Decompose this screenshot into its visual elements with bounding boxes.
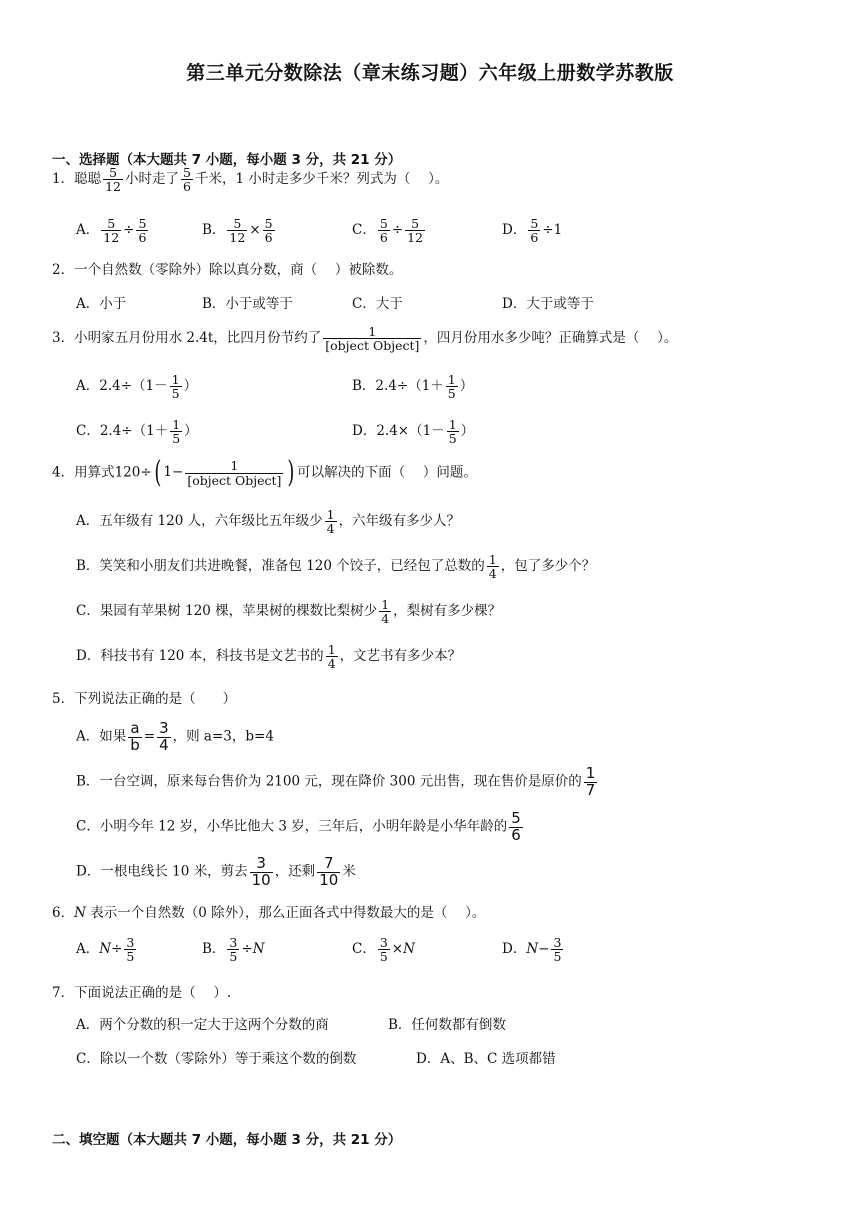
q3-option-c[interactable]: C．2.4÷（1＋ $\frac{1}{5}$ ）: [76, 417, 198, 447]
q4-option-a[interactable]: A．五年级有 120 人，六年级比五年级少 $\frac{1}{4}$ ，六年级有多少人？: [76, 507, 461, 537]
q6-option-d[interactable]: D．N− $\frac{3}{5}$: [502, 935, 562, 965]
q5-option-c[interactable]: C．小明今年 12 岁，小华比他大 3 岁，三年后，小明年龄是小华年龄的 $\frac{5}{6}$: [76, 809, 521, 844]
q1-option-d[interactable]: D． $\frac{5}{6}$ ÷1: [502, 216, 563, 246]
question-2: 2．一个自然数（零除外）除以真分数，商（ ）被除数。: [52, 262, 403, 278]
q6-option-b[interactable]: B． $\frac{3}{5}$ ÷N: [202, 935, 265, 965]
q2-option-d[interactable]: D．大于或等于: [502, 296, 594, 312]
section-heading-choice: 一、选择题（本大题共 7 小题，每小题 3 分，共 21 分）: [52, 152, 402, 168]
q7-option-b[interactable]: B．任何数都有倒数: [388, 1017, 506, 1033]
q2-option-b[interactable]: B．小于或等于: [202, 296, 293, 312]
q7-option-c[interactable]: C．除以一个数（零除外）等于乘这个数的倒数: [76, 1051, 357, 1067]
question-7: 7．下面说法正确的是（ ）.: [52, 985, 232, 1001]
q6-option-c[interactable]: C． $\frac{3}{5}$ ×N: [352, 935, 415, 965]
q1-option-c[interactable]: C． $\frac{5}{6}$ ÷ $\frac{5}{12}$: [352, 216, 424, 246]
q7-option-a[interactable]: A．两个分数的积一定大于这两个分数的商: [76, 1017, 329, 1033]
q1-option-b[interactable]: B． $\frac{5}{12}$ × $\frac{5}{6}$: [202, 216, 273, 246]
q3-option-d[interactable]: D．2.4×（1－ $\frac{1}{5}$ ）: [352, 417, 475, 447]
fraction: $\frac{5}{12}$: [105, 165, 121, 195]
formula-parentheses: ( 1− $\frac{1}{\text{[object Object]}}$ ): [154, 455, 295, 490]
q4-option-d[interactable]: D．科技书有 120 本，科技书是文艺书的 $\frac{1}{4}$ ，文艺书有多少本？: [76, 642, 462, 672]
q7-option-d[interactable]: D．A、B、C 选项都错: [416, 1051, 556, 1067]
q3-option-b[interactable]: B．2.4÷（1＋ $\frac{1}{5}$ ）: [352, 372, 474, 402]
q3-option-a[interactable]: A．2.4÷（1－ $\frac{1}{5}$ ）: [76, 372, 198, 402]
formula: 120÷: [114, 464, 152, 481]
q4-option-c[interactable]: C．果园有苹果树 120 棵，苹果树的棵数比梨树少 $\frac{1}{4}$ ，梨树有多少棵？: [76, 597, 502, 627]
q5-option-b[interactable]: B．一台空调，原来每台售价为 2100 元，现在降价 300 元出售，现在售价是原价的 $\frac{1}{7}$: [76, 764, 596, 799]
q2-option-a[interactable]: A．小于: [76, 296, 127, 312]
q5-option-a[interactable]: A．如果 $\frac{a}{b}$ = $\frac{3}{4}$ ，则 a=3，b=4: [76, 719, 274, 754]
q1-option-a[interactable]: A． $\frac{5}{12}$ ÷ $\frac{5}{6}$: [76, 216, 147, 246]
q6-option-a[interactable]: A．N÷ $\frac{3}{5}$: [76, 935, 135, 965]
q5-option-d[interactable]: D．一根电线长 10 米，剪去 $\frac{3}{10}$ ，还剩 $\frac{7}{10}$ 米: [76, 854, 356, 889]
question-4: 4．用算式120÷ ( 1− $\frac{1}{\text{[object Object]}}$ ) 可以解决的下面（ ）问题。: [52, 455, 477, 490]
section-heading-fill-in: 二、填空题（本大题共 7 小题，每小题 3 分，共 21 分）: [52, 1132, 402, 1148]
question-5: 5．下列说法正确的是（ ）: [52, 691, 237, 707]
question-6: 6．N 表示一个自然数（0 除外），那么正面各式中得数最大的是（ ）。: [52, 905, 486, 921]
question-1: 1．聪聪 $\frac{5}{12}$ 小时走了 $\frac{5}{6}$ 千米，1 小时走多少千米？列式为（ ）。: [52, 165, 449, 195]
fraction: $\frac{5}{6}$: [183, 165, 191, 195]
question-3: 3．小明家五月份用水 2.4t，比四月份节约了 $\frac{1}{\text{[object Object]}}$ ，四月份用水多少吨？正确算式是（ ）。: [52, 324, 678, 354]
q2-option-c[interactable]: C．大于: [352, 296, 403, 312]
page-title: 第三单元分数除法（章末练习题）六年级上册数学苏教版: [186, 62, 674, 84]
q4-option-b[interactable]: B．笑笑和小朋友们共进晚餐，准备包 120 个饺子，已经包了总数的 $\frac{1}{4}$ ，包了多少个？: [76, 552, 596, 582]
